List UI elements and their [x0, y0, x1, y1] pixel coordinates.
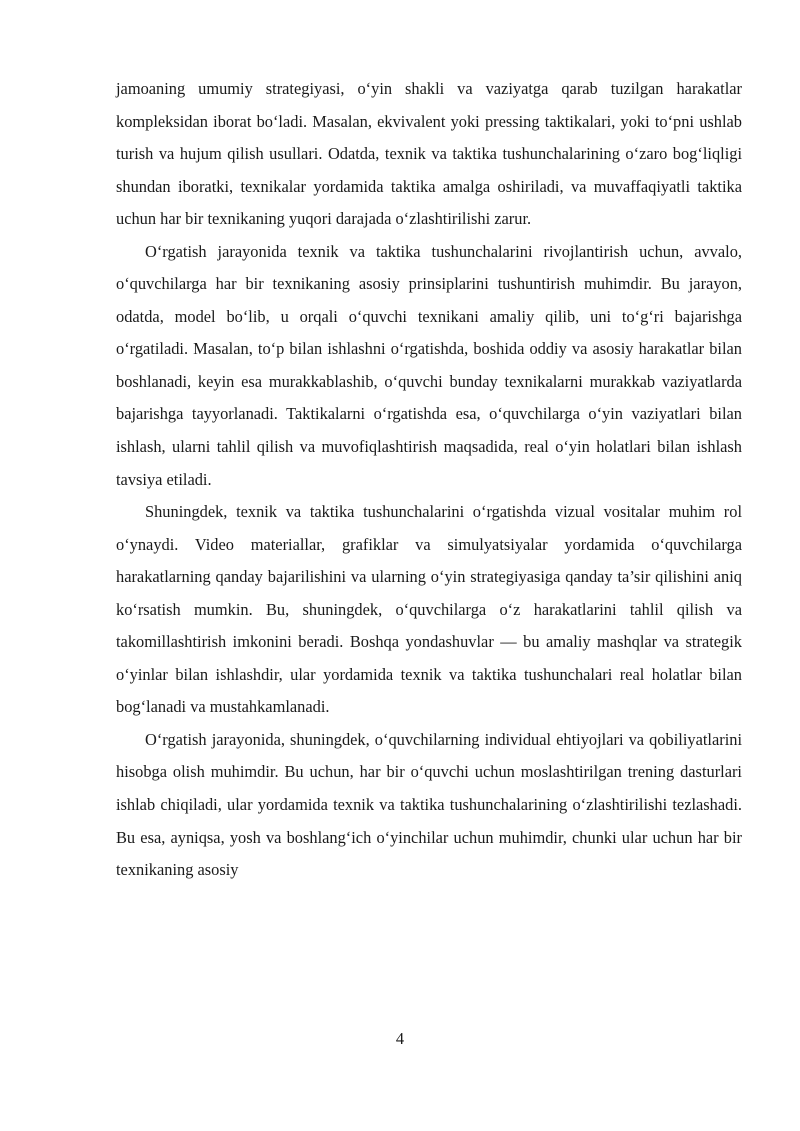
- paragraph-teaching-techniques: O‘rgatish jarayonida texnik va taktika tushunchalarini rivojlantirish uchun, avvalo, o‘quvchilarga har bir texnikaning asosiy prinsiplarini tushuntirish muhimdir. Bu jarayon, odatda, model bo‘lib, u orqali o‘quvchi texnikani amaliy qilib, uni to‘g‘ri bajarishga o‘rgatiladi. Masalan, to‘p bilan ishlashni o‘rgatishda, boshida oddiy va asosiy harakatlar bilan boshlanadi, keyin esa murakkablashib, o‘quvchi bunday texnikalarni murakkab vaziyatlarda bajarishga tayyorlanadi. Taktikalarni o‘rgatishda esa, o‘quvchilarga o‘yin vaziyatlari bilan ishlash, ularni tahlil qilish va muvofiqlashtirish maqsadida, real o‘yin holatlari bilan ishlash tavsiya etiladi.: [116, 241, 742, 489]
- paragraph-continuation: jamoaning umumiy strategiyasi, o‘yin shakli va vaziyatga qarab tuzilgan harakatlar kompleksidan iborat bo‘ladi. Masalan, ekvivalent yoki pressing taktikalari, yoki to‘pni ushlab turish va hujum qilish usullari. Odatda, texnik va taktika tushunchalarining o‘zaro bog‘liqligi shundan iboratki, texnikalar yordamida taktika amalga oshiriladi, va muvaffaqiyatli taktika uchun har bir texnikaning yuqori darajada o‘zlashtirilishi zarur.: [116, 79, 742, 229]
- paragraph-individual-needs: O‘rgatish jarayonida, shuningdek, o‘quvchilarning individual ehtiyojlari va qobiliyatlarini hisobga olish muhimdir. Bu uchun, har bir o‘quvchi uchun moslashtirilgan trening dasturlari ishlab chiqiladi, ular yordamida texnik va taktika tushunchalarining o‘zlashtirilishi tezlashadi. Bu esa, ayniqsa, yosh va boshlang‘ich o‘yinchilar uchun muhimdir, chunki ular uchun har bir texnikaning asosiy: [116, 729, 742, 880]
- body-text: [116, 73, 742, 887]
- page-number: 4: [395, 1029, 405, 1048]
- paragraph-visual-tools: Shuningdek, texnik va taktika tushunchalarini o‘rgatishda vizual vositalar muhim rol o‘ynaydi. Video materiallar, grafiklar va simulyatsiyalar yordamida o‘quvchilarga harakatlarning qanday bajarilishini va ularning o‘yin strategiyasiga qanday ta’sir qilishini aniq ko‘rsatish mumkin. Bu, shuningdek, o‘quvchilarga o‘z harakatlarini tahlil qilish va takomillashtirish imkonini beradi. Boshqa yondashuvlar — bu amaliy mashqlar va strategik o‘yinlar bilan ishlashdir, ular yordamida texnik va taktika tushunchalari real holatlar bilan bog‘lanadi va mustahkamlanadi.: [116, 502, 742, 717]
